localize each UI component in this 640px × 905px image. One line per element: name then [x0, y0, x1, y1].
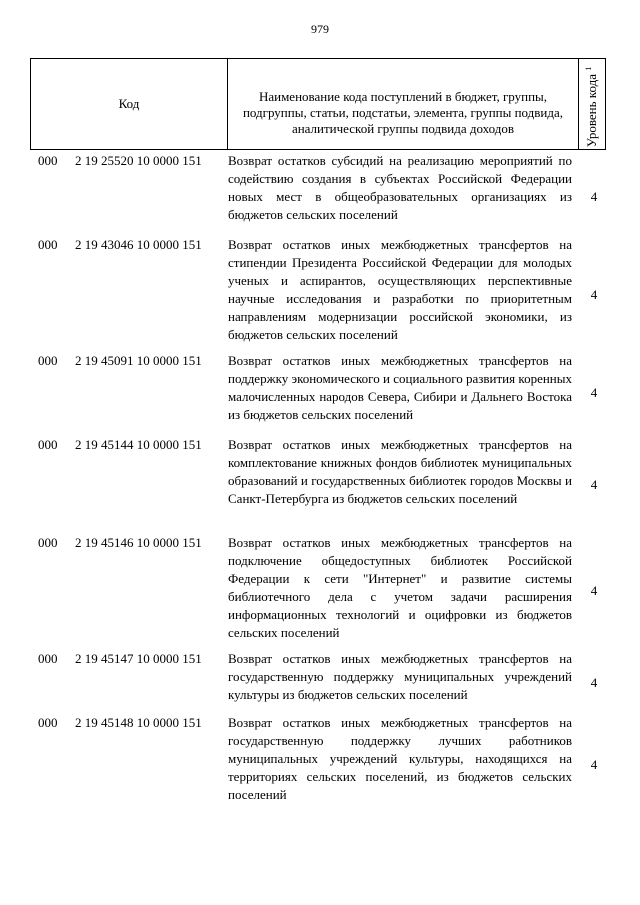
- revenue-code: 2 19 45091 10 0000 151: [75, 353, 202, 368]
- admin-code: 000: [38, 535, 58, 550]
- header-level-footnote: 1: [583, 66, 593, 71]
- code-level: 4: [590, 385, 598, 400]
- header-level: [579, 59, 605, 149]
- header-level-label: [584, 67, 600, 147]
- revenue-code: 2 19 45148 10 0000 151: [75, 715, 202, 730]
- revenue-code: 2 19 45147 10 0000 151: [75, 651, 202, 666]
- code-level: 4: [590, 675, 598, 690]
- admin-code: 000: [38, 353, 58, 368]
- revenue-name: Возврат остатков иных межбюджетных трансфертов на стипендии Президента Российской Федерации для молодых ученых и аспирантов, осуществляющих перспективные научные исследования и разработки по приоритетным направлениям модернизации российской экономики, из бюджетов сельских поселений: [228, 237, 572, 342]
- code-level: 4: [590, 189, 598, 204]
- revenue-code: 2 19 45144 10 0000 151: [75, 437, 202, 452]
- revenue-code: 2 19 25520 10 0000 151: [75, 153, 202, 168]
- revenue-code: 2 19 43046 10 0000 151: [75, 237, 202, 252]
- revenue-name: Возврат остатков субсидий на реализацию мероприятий по содействию создания в субъектах Российской Федерации новых мест в общеобразовательных организациях из бюджетов сельских поселений: [228, 153, 572, 222]
- code-level: 4: [590, 287, 598, 302]
- revenue-name: Возврат остатков иных межбюджетных трансфертов на государственную поддержку муниципальных учреждений культуры из бюджетов сельских поселений: [228, 651, 572, 702]
- code-level: 4: [590, 583, 598, 598]
- admin-code: 000: [38, 437, 58, 452]
- table-header: [30, 58, 606, 150]
- revenue-code: 2 19 45146 10 0000 151: [75, 535, 202, 550]
- admin-code: 000: [38, 237, 58, 252]
- header-name: Наименование кода поступлений в бюджет, группы, подгруппы, статьи, подстатьи, элемента, группы подвида, аналитической группы подвида доходов: [228, 59, 579, 149]
- code-level: 4: [590, 477, 598, 492]
- header-code: Код: [31, 59, 228, 149]
- admin-code: 000: [38, 715, 58, 730]
- revenue-name: Возврат остатков иных межбюджетных трансфертов на государственную поддержку лучших работников муниципальных учреждений культуры, находящихся на территориях сельских поселений, из бюджетов сельских поселений: [228, 715, 572, 802]
- revenue-name: Возврат остатков иных межбюджетных трансфертов на подключение общедоступных библиотек Российской Федерации к сети "Интернет" и развитие системы библиотечного дела с учетом задачи расширения информационных технологий и оцифровки из бюджетов сельских поселений: [228, 535, 572, 640]
- admin-code: 000: [38, 153, 58, 168]
- header-level-text: Уровень кода: [584, 74, 600, 148]
- code-level: 4: [590, 757, 598, 772]
- revenue-name: Возврат остатков иных межбюджетных трансфертов на поддержку экономического и социального развития коренных малочисленных народов Севера, Сибири и Дальнего Востока из бюджетов сельских поселений: [228, 353, 572, 422]
- revenue-name: Возврат остатков иных межбюджетных трансфертов на комплектование книжных фондов библиотек муниципальных образований и государственных библиотек городов Москвы и Санкт-Петербурга из бюджетов сельских поселений: [228, 437, 572, 506]
- admin-code: 000: [38, 651, 58, 666]
- page-number: 979: [311, 22, 329, 36]
